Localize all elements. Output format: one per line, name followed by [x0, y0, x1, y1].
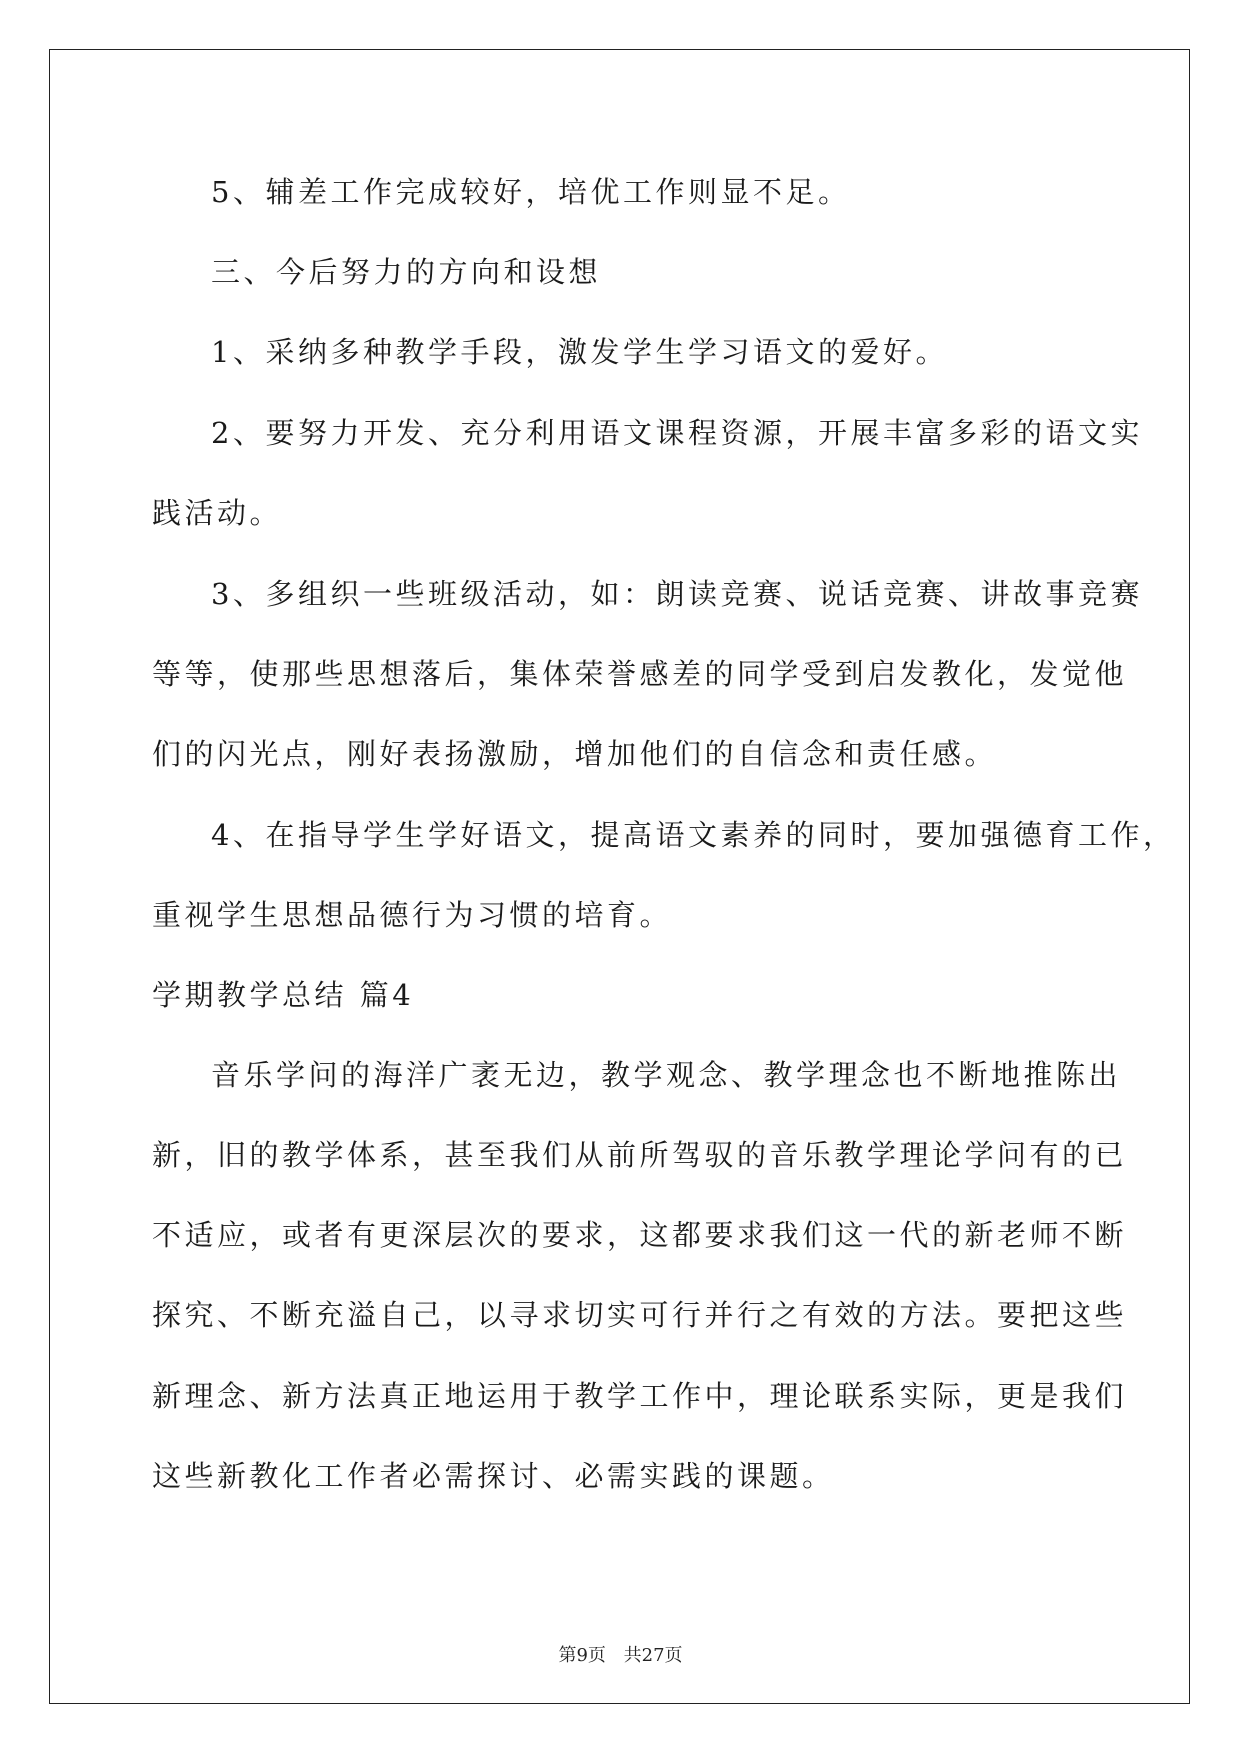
- paragraph-line: 新理念、新方法真正地运用于教学工作中，理论联系实际，更是我们: [152, 1379, 1128, 1413]
- paragraph-line: 1、采纳多种教学手段，激发学生学习语文的爱好。: [211, 335, 948, 369]
- page-total: 共27页: [623, 1645, 683, 1666]
- paragraph-line: 2、要努力开发、充分利用语文课程资源，开展丰富多彩的语文实: [211, 416, 1143, 450]
- page-number: 第9页: [558, 1645, 606, 1666]
- paragraph-line: 4、在指导学生学好语文，提高语文素养的同时，要加强德育工作，: [211, 818, 1176, 852]
- section-heading: 三、今后努力的方向和设想: [211, 255, 602, 289]
- paragraph-line: 音乐学问的海洋广袤无边，教学观念、教学理念也不断地推陈出: [211, 1058, 1122, 1092]
- paragraph-line: 重视学生思想品德行为习惯的培育。: [152, 898, 673, 932]
- paragraph-line: 等等，使那些思想落后，集体荣誉感差的同学受到启发教化，发觉他: [152, 657, 1128, 691]
- paragraph-line: 们的闪光点，刚好表扬激励，增加他们的自信念和责任感。: [152, 737, 998, 771]
- paragraph-line: 探究、不断充溢自己，以寻求切实可行并行之有效的方法。要把这些: [152, 1298, 1128, 1332]
- paragraph-line: 新，旧的教学体系，甚至我们从前所驾驭的音乐教学理论学问有的已: [152, 1138, 1128, 1172]
- paragraph-line: 践活动。: [152, 496, 283, 530]
- article-title: 学期教学总结 篇4: [152, 978, 415, 1012]
- page-footer: [0, 1641, 1241, 1667]
- paragraph-line: 3、多组织一些班级活动，如：朗读竞赛、说话竞赛、讲故事竞赛: [211, 577, 1143, 611]
- paragraph-line: 这些新教化工作者必需探讨、必需实践的课题。: [152, 1459, 835, 1493]
- paragraph-line: 不适应，或者有更深层次的要求，这都要求我们这一代的新老师不断: [152, 1218, 1128, 1252]
- paragraph-line: 5、辅差工作完成较好，培优工作则显不足。: [211, 175, 851, 209]
